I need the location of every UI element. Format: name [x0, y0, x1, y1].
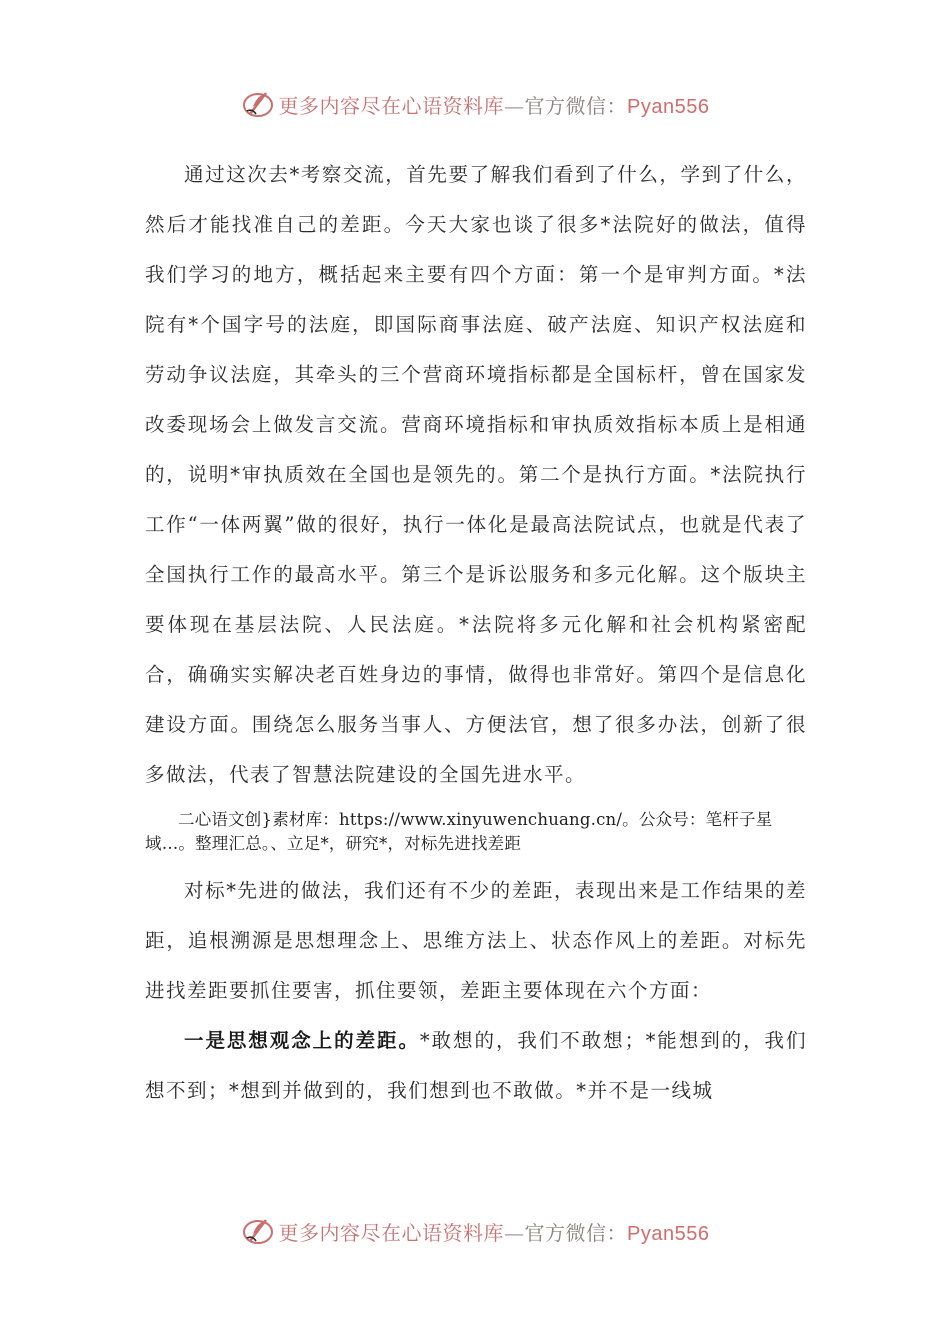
feather-pen-logo-icon [241, 87, 275, 121]
banner-wechat-label: 官方微信： [524, 1220, 628, 1245]
paragraph-4-text: *敢想的，我们不敢想；*能想到的，我们想不到；*想到并做到的，我们想到也不敢做。*并不是一线城 [145, 1029, 807, 1102]
paragraph-3: 对标*先进的做法，我们还有不少的差距，表现出来是工作结果的差距，追根溯源是思想理念上、思维方法上、状态作风上的差距。对标先进找差距要抓住要害，抓住要领，差距主要体现在六个方面： [145, 879, 807, 1002]
document-body [145, 150, 807, 1116]
footer-banner [0, 1211, 950, 1251]
banner-wechat-id: Pyan556 [627, 1222, 710, 1245]
banner-text [279, 1217, 710, 1246]
banner-wechat-label: 官方微信： [524, 93, 628, 118]
feather-pen-logo-icon [241, 1214, 275, 1248]
paragraph-4 [145, 1016, 807, 1116]
source-note: 二心语文创}素材库：https://www.xinyuwenchuang.cn/。公众号：笔杆子星域…。整理汇总。、立足*，研究*，对标先进找差距 [145, 810, 773, 853]
banner-dash: — [504, 1220, 525, 1245]
banner-main: 更多内容尽在心语资料库 [278, 1220, 505, 1245]
banner-dash: — [504, 93, 525, 118]
paragraph-4-heading: 一是思想观念上的差距。 [184, 1029, 420, 1052]
banner-wechat-id: Pyan556 [627, 95, 710, 118]
banner-main: 更多内容尽在心语资料库 [278, 93, 505, 118]
header-banner [0, 84, 950, 124]
banner-text [279, 90, 710, 119]
paragraph-1: 通过这次去*考察交流，首先要了解我们看到了什么，学到了什么，然后才能找准自己的差距。今天大家也谈了很多*法院好的做法，值得我们学习的地方，概括起来主要有四个方面：第一个是审判方面。*法院有*个国字号的法庭，即国际商事法庭、破产法庭、知识产权法庭和劳动争议法庭，其牵头的三个营商环境指标都是全国标杆，曾在国家发改委现场会上做发言交流。营商环境指标和审执质效指标本质上是相通的，说明*审执质效在全国也是领先的。第二个是执行方面。*法院执行工作“一体两翼”做的很好，执行一体化是最高法院试点，也就是代表了全国执行工作的最高水平。第三个是诉讼服务和多元化解。这个版块主要体现在基层法院、人民法庭。*法院将多元化解和社会机构紧密配合，确确实实解决老百姓身边的事情，做得也非常好。第四个是信息化建设方面。围绕怎么服务当事人、方便法官，想了很多办法，创新了很多做法，代表了智慧法院建设的全国先进水平。 [145, 163, 807, 786]
